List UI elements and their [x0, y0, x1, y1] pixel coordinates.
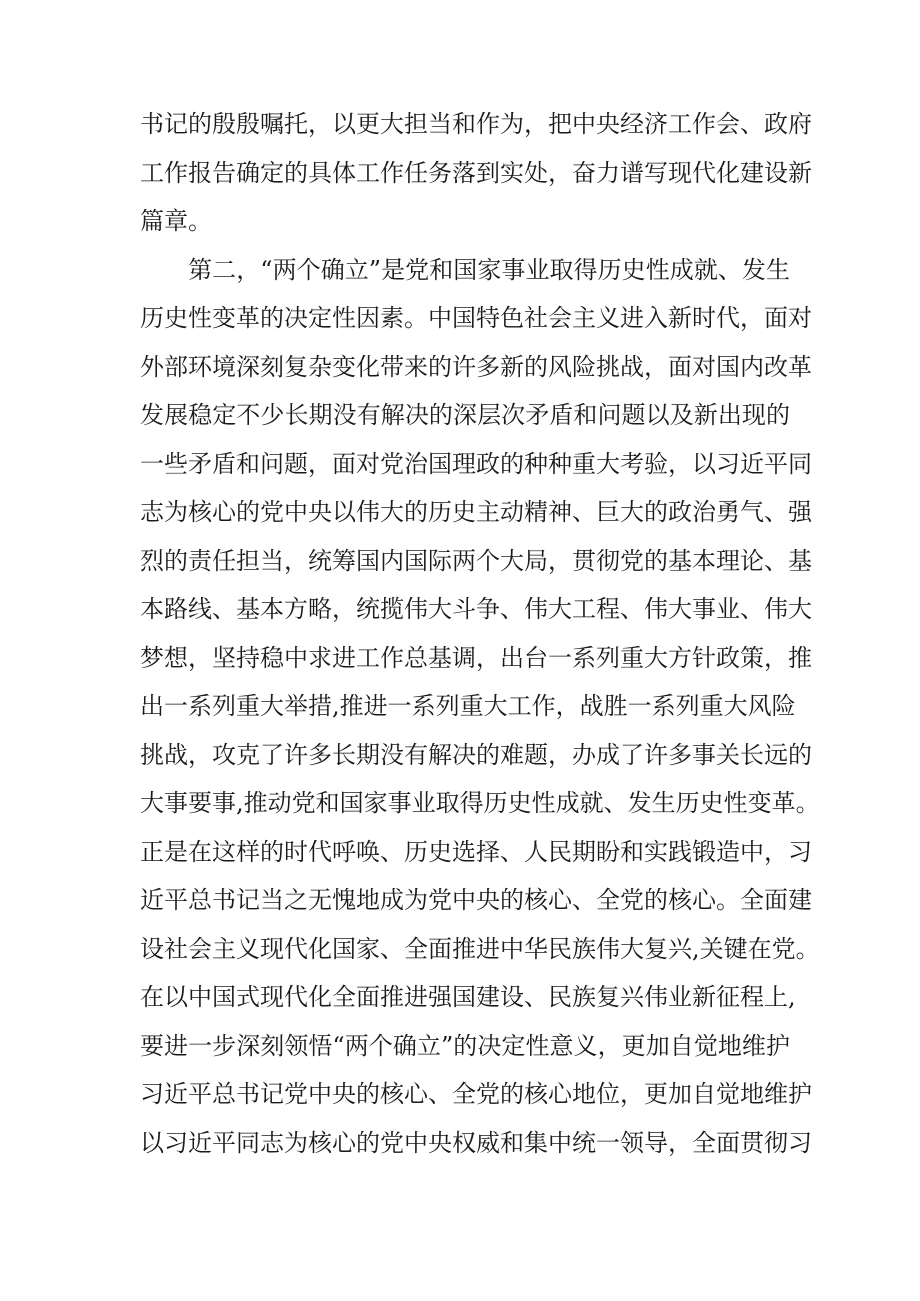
- text-line: 工作报告确定的具体工作任务落到实处，奋力谱写现代化建设新: [140, 158, 812, 187]
- text-line: 设社会主义现代化国家、全面推进中华民族伟大复兴,关键在党。: [140, 934, 820, 963]
- text-line: 志为核心的党中央以伟大的历史主动精神、巨大的政治勇气、强: [140, 498, 812, 526]
- text-line: 外部环境深刻复杂变化带来的许多新的风险挑战，面对国内改革: [140, 352, 812, 381]
- text-line: 大事要事,推动党和国家事业取得历史性成就、发生历史性变革。: [140, 789, 820, 817]
- text-line: 梦想，坚持稳中求进工作总基调，出台一系列重大方针政策，推: [140, 643, 812, 672]
- text-line: 正是在这样的时代呼唤、历史选择、人民期盼和实践锻造中，习: [140, 837, 812, 866]
- text-line: 以习近平同志为核心的党中央权威和集中统一领导，全面贯彻习: [140, 1128, 812, 1157]
- paragraph-2: [140, 246, 820, 1168]
- text-line: 书记的殷殷嘱托，以更大担当和作为，把中央经济工作会、政府: [140, 110, 812, 138]
- text-line: 出一系列重大举措,推进一系列重大工作，战胜一系列重大风险: [140, 692, 796, 720]
- text-line: 挑战，攻克了许多长期没有解决的难题，办成了许多事关长远的: [140, 740, 812, 769]
- text-line: 要进一步深刻领悟“两个确立”的决定性意义，更加自觉地维护: [140, 1031, 790, 1060]
- text-line: 烈的责任担当，统筹国内国际两个大局，贯彻党的基本理论、基: [140, 546, 812, 575]
- document-body: [140, 100, 820, 1167]
- text-line: 一些矛盾和问题，面对党治国理政的种种重大考验，以习近平同: [140, 449, 812, 478]
- text-line: 近平总书记当之无愧地成为党中央的核心、全党的核心。全面建: [140, 886, 812, 914]
- text-line: 本路线、基本方略，统揽伟大斗争、伟大工程、伟大事业、伟大: [140, 595, 812, 623]
- text-line: 在以中国式现代化全面推进强国建设、民族复兴伟业新征程上,: [140, 983, 796, 1011]
- paragraph-1: [140, 100, 812, 246]
- text-line: 历史性变革的决定性因素。中国特色社会主义进入新时代，面对: [140, 304, 812, 332]
- text-line: 第二，“两个确立”是党和国家事业取得历史性成就、发生: [140, 255, 790, 284]
- text-line: 发展稳定不少长期没有解决的深层次矛盾和问题以及新出现的: [140, 401, 790, 429]
- text-line: 习近平总书记党中央的核心、全党的核心地位，更加自觉地维护: [140, 1080, 812, 1108]
- text-line: 篇章。: [140, 207, 212, 235]
